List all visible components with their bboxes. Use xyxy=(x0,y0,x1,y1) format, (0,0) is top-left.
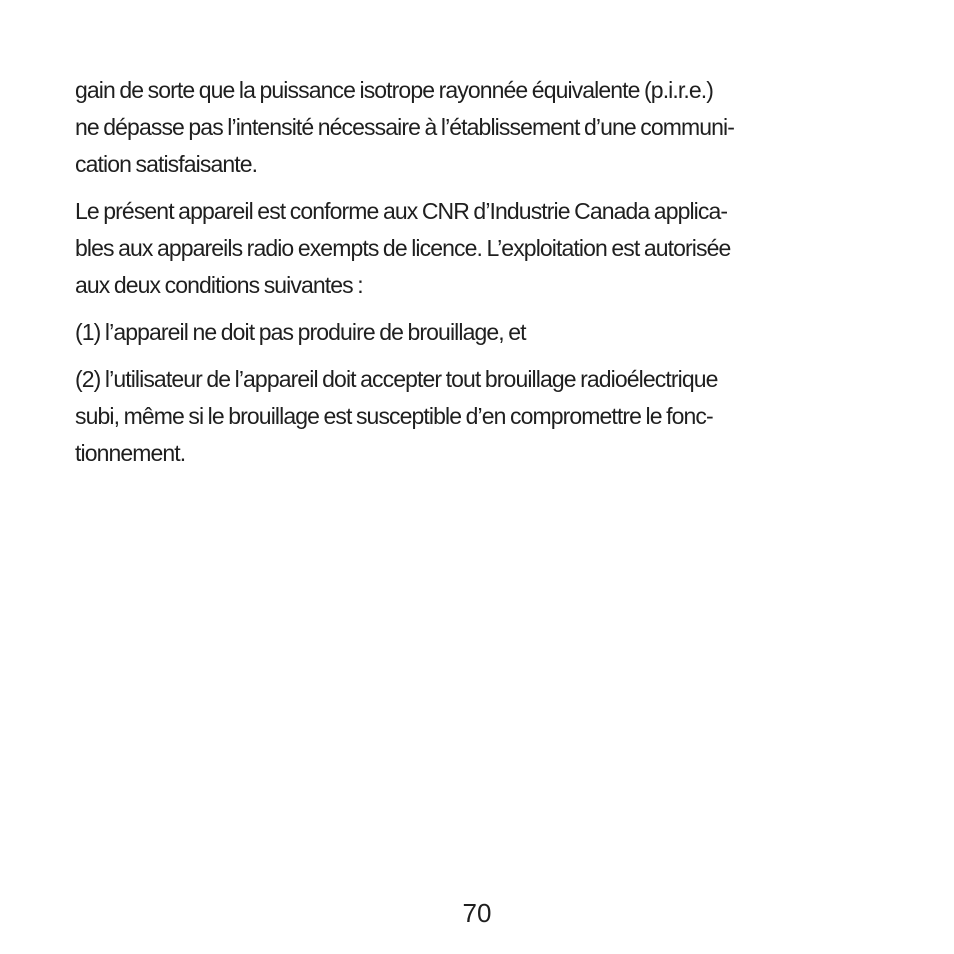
text-line: cation satisfaisante. xyxy=(75,151,258,177)
text-line: (1) l’appareil ne doit pas produire de brouillage, et xyxy=(75,319,526,345)
text-line: tionnement. xyxy=(75,440,186,466)
paragraph-condition-1 xyxy=(75,314,875,351)
text-line: aux deux conditions suivantes : xyxy=(75,272,363,298)
text-line: ne dépasse pas l’intensité nécessaire à l’établissement d’une communi- xyxy=(75,114,735,140)
text-line: subi, même si le brouillage est susceptible d’en compromettre le fonc- xyxy=(75,403,713,429)
text-line: bles aux appareils radio exempts de licence. L’exploitation est autorisée xyxy=(75,235,731,261)
text-line: gain de sorte que la puissance isotrope rayonnée équivalente (p.i.r.e.) xyxy=(75,77,714,103)
paragraph-eirp-limit xyxy=(75,72,875,183)
page-number: 70 xyxy=(462,898,492,928)
paragraph-industry-canada-compliance xyxy=(75,193,875,304)
text-line: (2) l’utilisateur de l’appareil doit accepter tout brouillage radioélectrique xyxy=(75,366,718,392)
text-line: Le présent appareil est conforme aux CNR d’Industrie Canada applica- xyxy=(75,198,728,224)
body-text xyxy=(75,72,875,482)
paragraph-condition-2 xyxy=(75,361,875,472)
